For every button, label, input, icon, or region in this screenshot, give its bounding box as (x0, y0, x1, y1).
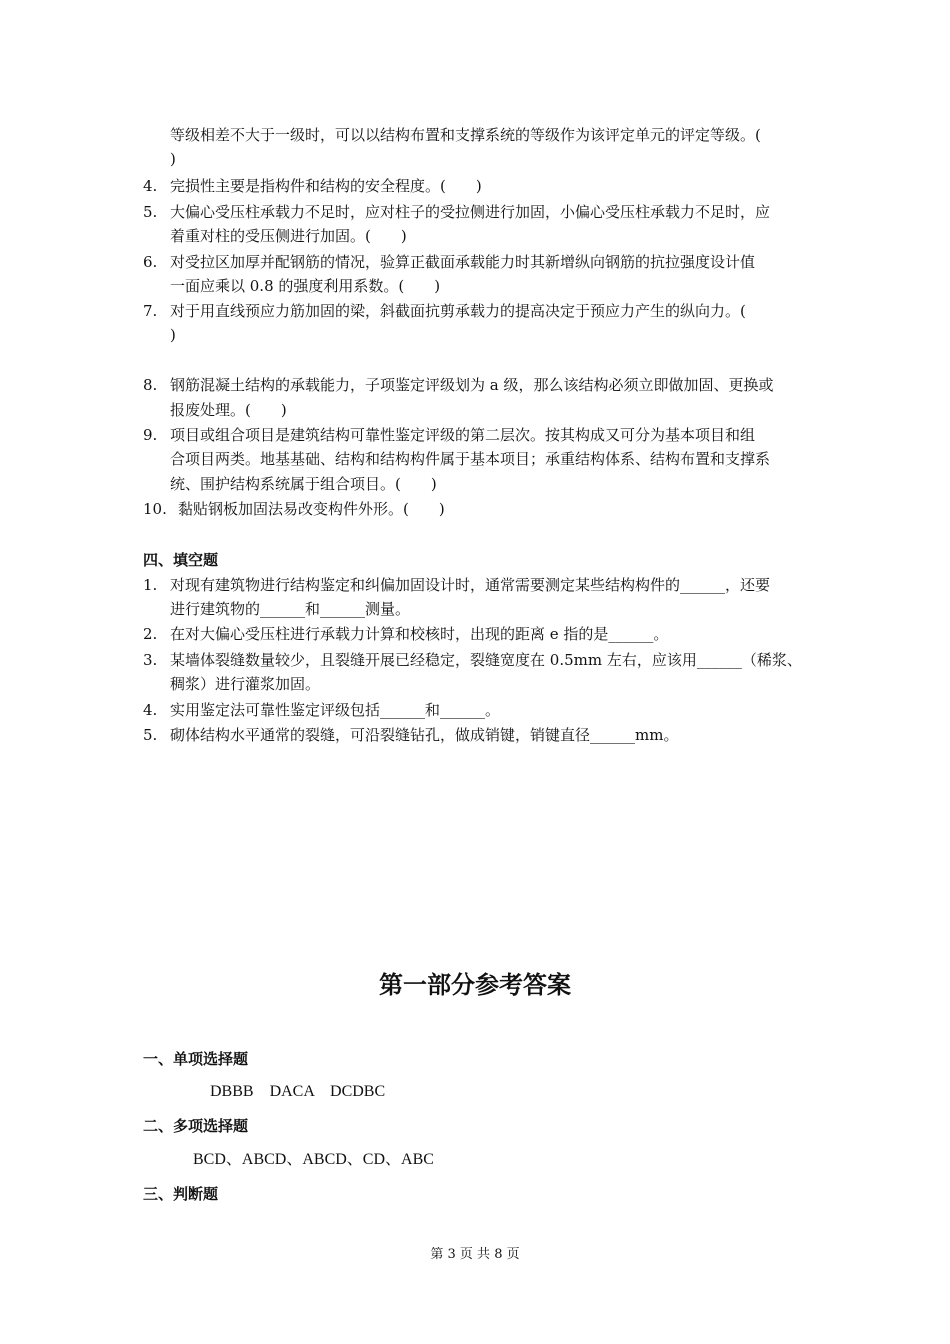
item-number: 10. (143, 500, 167, 518)
page-footer: 第 3 页 共 8 页 (430, 1247, 520, 1262)
section-heading-single-choice: 一、单项选择题 (143, 1050, 249, 1068)
item-number: 5. (143, 726, 158, 744)
answers-title: 第一部分参考答案 (379, 971, 571, 999)
item-number: 9. (143, 426, 158, 444)
document-page: 等级相差不大于一级时，可以以结构布置和支撑系统的等级作为该评定单元的评定等级。( ) 4. 完损性主要是指构件和结构的安全程度。( ) 5. 大偏心受压柱承载力不足时，应对柱子的受拉侧进行加固，小偏心受压柱承载力不足时，应 着重对柱的受压侧进行加固。( ) 6. 对受拉区加厚并配钢筋的情况，验算正截面承载能力时其新增纵向钢筋的抗拉强度设计值 一面应乘以 0.8 的强度利用系数。( ) 7. 对于用直线预应力筋加固的梁，斜截面抗剪承载力的提高决定于预应力产生的纵向力。( ) 8. 钢筋混凝土结构的承载能力，子项鉴定评级划为 a 级，那么该结构必须立即做加固、更换或 报废处理。( ) 9. 项目或组合项目是建筑结构可靠性鉴定评级的第二层次。按其构成又可分为基本项目和组 合项目两类。地基基础、结构和结构构件属于基本项目；承重结构体系、结构布置和支撑系 统、围护结构系统属于组合项目。( ) 10. 黏贴钢板加固法易改变构件外形。( ) 四、填空题 1. 对现有建筑物进行结构鉴定和纠偏加固设计时，通常需要测定某些结构构件的______，还要 进行建筑物的______和______测量。 2. 在对大偏心受压柱进行承载力计算和校核时，出现的距离 e 指的是______。 3. 某墙体裂缝数量较少，且裂缝开展已经稳定，裂缝宽度在 0.5mm 左右，应该用______（稀浆、 稠浆）进行灌浆加固。 4. 实用鉴定法可靠性鉴定评级包括______和______。 5. 砌体结构水平通常的裂缝，可沿裂缝钻孔，做成销键，销键直径______mm。 第一部分参考答案 一、单项选择题 DBBB DACA DCDBC 二、多项选择题 BCD、ABCD、ABCD、CD、ABC 三、判断题 第 3 页 共 8 页 (0, 0, 950, 1344)
section-heading: 四、填空题 (143, 551, 219, 569)
item-number: 4. (143, 177, 158, 195)
item-number: 5. (143, 203, 158, 221)
section-heading-multi-choice: 二、多项选择题 (143, 1117, 249, 1135)
item-number: 7. (143, 302, 158, 320)
item-number: 3. (143, 651, 158, 669)
item-number: 4. (143, 701, 158, 719)
section-heading-judgement: 三、判断题 (143, 1185, 219, 1203)
item-number: 6. (143, 253, 158, 271)
single-choice-answers: DBBB DACA DCDBC (210, 1083, 386, 1100)
multi-choice-answers: BCD、ABCD、ABCD、CD、ABC (193, 1151, 434, 1168)
item-number: 1. (143, 576, 158, 594)
item-number: 8. (143, 376, 158, 394)
item-number: 2. (143, 625, 158, 643)
